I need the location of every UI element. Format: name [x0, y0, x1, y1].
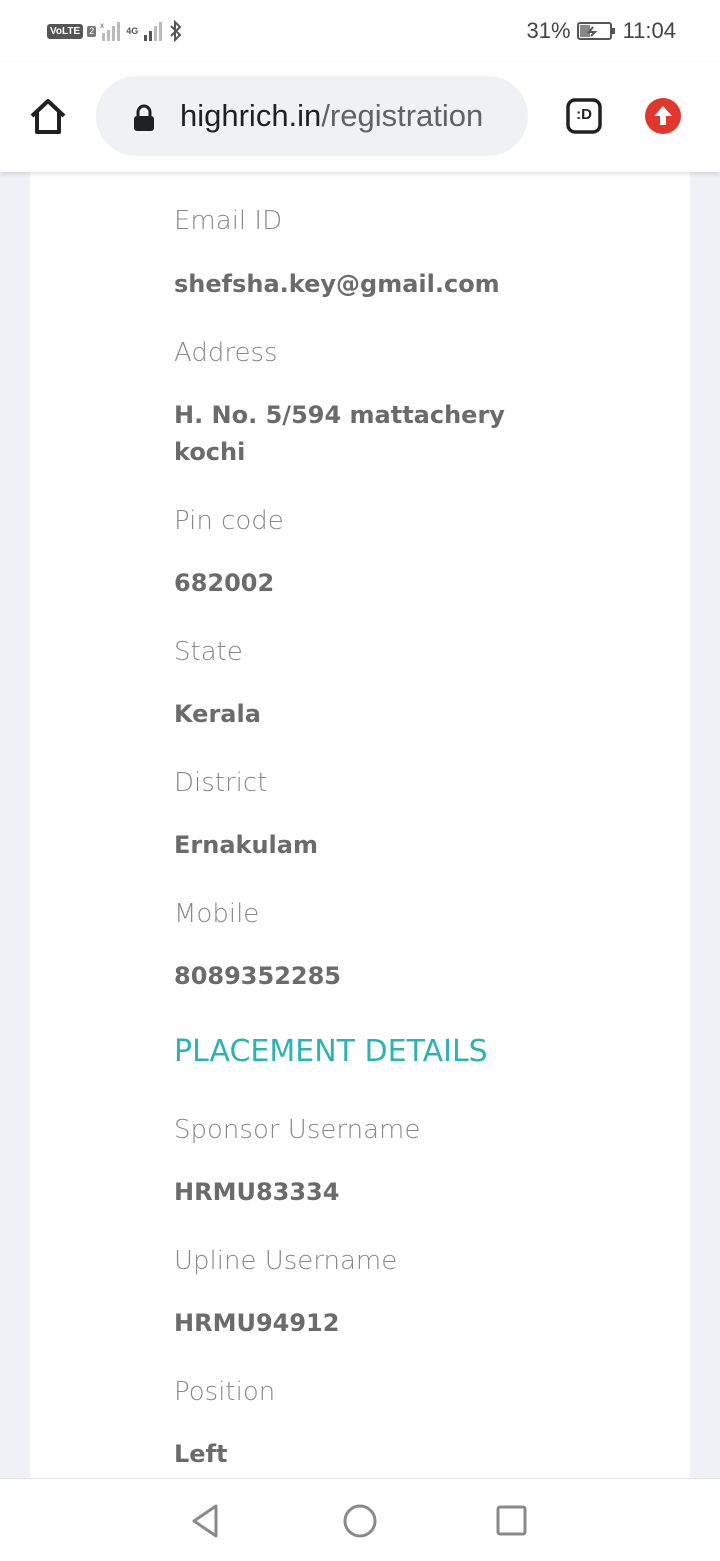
home-circle-icon[interactable]: [340, 1501, 380, 1541]
pincode-value: 682002: [174, 569, 275, 597]
email-value: shefsha.key@gmail.com: [174, 270, 500, 298]
battery-percent: 31%: [526, 18, 571, 43]
system-nav-bar: [0, 1478, 720, 1561]
sponsor-username-label: Sponsor Username: [174, 1115, 421, 1145]
position-label: Position: [174, 1377, 276, 1407]
upline-username-label: Upline Username: [174, 1246, 398, 1276]
upline-username-value: HRMU94912: [174, 1309, 340, 1337]
state-value: Kerala: [174, 700, 261, 728]
back-icon[interactable]: [186, 1501, 226, 1541]
status-right: [527, 18, 676, 44]
browser-toolbar: [0, 62, 720, 172]
email-label: Email ID: [174, 206, 283, 236]
recents-icon[interactable]: [492, 1501, 532, 1541]
address-value: H. No. 5/594 mattachery kochi: [174, 401, 505, 466]
status-left: [47, 20, 184, 42]
bluetooth-icon: [168, 20, 184, 42]
lock-icon: [132, 104, 156, 132]
signal-icon-2: [142, 21, 164, 41]
extension-label: :D: [576, 106, 592, 123]
url-text: [180, 96, 510, 136]
extension-button[interactable]: [566, 98, 602, 134]
home-icon[interactable]: [26, 94, 70, 138]
volte-badge: VoLTE: [47, 24, 83, 39]
registration-card: [30, 172, 690, 1478]
mobile-value: 8089352285: [174, 962, 341, 990]
address-label: Address: [174, 338, 278, 368]
url-path: /registration: [321, 98, 484, 133]
upload-icon[interactable]: [645, 98, 681, 134]
sim-number: 2: [89, 25, 95, 36]
position-value: Left: [174, 1440, 228, 1468]
mobile-label: Mobile: [174, 899, 260, 929]
battery-icon: [577, 21, 617, 41]
district-label: District: [174, 768, 268, 798]
state-label: State: [174, 637, 243, 667]
svg-text:x: x: [100, 21, 105, 30]
signal-icon: [100, 21, 122, 41]
clock: 11:04: [622, 18, 676, 43]
status-bar: [0, 0, 720, 62]
url-bar[interactable]: [96, 76, 528, 156]
network-type: 4G: [126, 26, 139, 36]
sponsor-username-value: HRMU83334: [174, 1178, 340, 1206]
url-host: highrich.in: [180, 98, 322, 133]
placement-details-heading: PLACEMENT DETAILS: [174, 1034, 488, 1069]
pincode-label: Pin code: [174, 506, 284, 536]
district-value: Ernakulam: [174, 831, 318, 859]
